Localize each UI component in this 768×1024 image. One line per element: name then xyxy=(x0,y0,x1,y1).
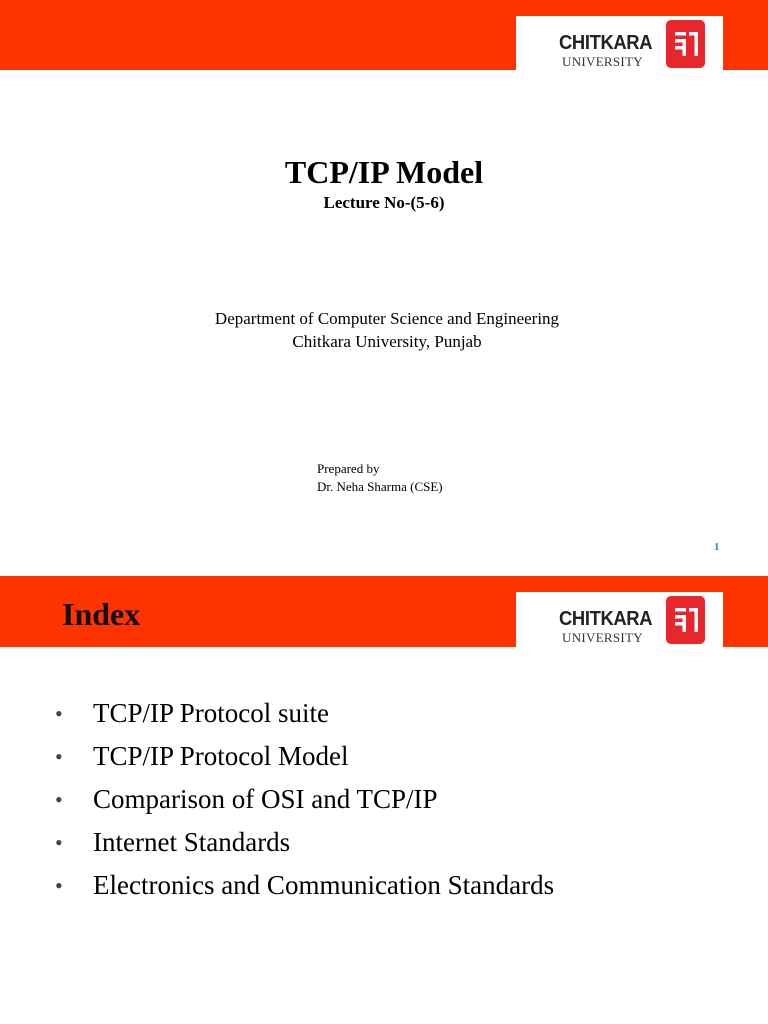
department-name: Department of Computer Science and Engineering xyxy=(214,309,560,328)
slide-title: Index xyxy=(62,596,141,632)
bullet-icon: • xyxy=(55,787,63,812)
prepared-by-block xyxy=(317,460,443,496)
logo-subtitle: UNIVERSITY xyxy=(562,630,643,645)
list-item xyxy=(0,864,554,907)
list-item-text: TCP/IP Protocol suite xyxy=(93,698,330,728)
university-logo xyxy=(516,16,723,76)
logo-subtitle: UNIVERSITY xyxy=(562,54,643,69)
university-name: Chitkara University, Punjab xyxy=(292,332,482,351)
list-item xyxy=(0,778,554,821)
index-list xyxy=(0,692,554,907)
logo-wordmark: CHITKARA xyxy=(559,608,653,630)
bullet-icon: • xyxy=(55,744,63,769)
author-name: Dr. Neha Sharma (CSE) xyxy=(317,479,443,494)
list-item xyxy=(0,821,554,864)
index-slide xyxy=(0,564,768,1024)
department-block xyxy=(0,307,768,353)
bullet-icon: • xyxy=(55,701,63,726)
list-item-text: TCP/IP Protocol Model xyxy=(93,741,349,771)
list-item-text: Internet Standards xyxy=(93,827,291,857)
list-item-text: Electronics and Communication Standards xyxy=(93,870,555,900)
university-logo xyxy=(516,592,723,652)
list-item xyxy=(0,692,554,735)
slide-title: TCP/IP Model xyxy=(284,154,484,190)
logo-mark-icon xyxy=(666,596,705,644)
bullet-icon: • xyxy=(55,830,63,855)
lecture-number: Lecture No-(5-6) xyxy=(323,193,445,212)
logo-wordmark: CHITKARA xyxy=(559,32,653,54)
list-item xyxy=(0,735,554,778)
prepared-label: Prepared by xyxy=(317,461,380,476)
list-item-text: Comparison of OSI and TCP/IP xyxy=(93,784,438,814)
logo-mark-icon xyxy=(666,20,705,68)
bullet-icon: • xyxy=(55,873,63,898)
page-number: 1 xyxy=(714,541,720,553)
